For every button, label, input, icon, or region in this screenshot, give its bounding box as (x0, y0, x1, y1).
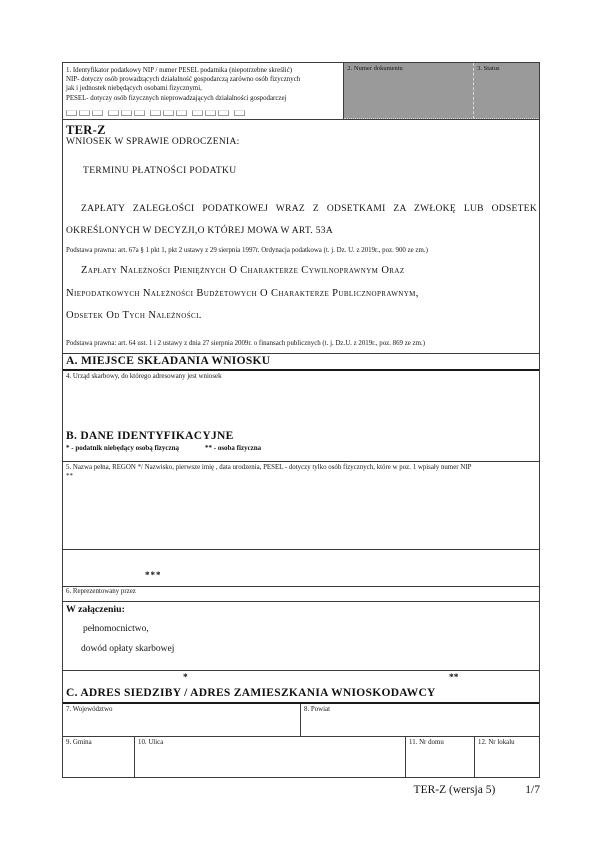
digit-box[interactable] (79, 110, 90, 116)
field-5-full-name[interactable] (63, 462, 539, 549)
attachments-area[interactable] (63, 601, 539, 670)
option-term-payment: TERMINU PŁATNOŚCI PODATKU (83, 166, 237, 176)
header-row (63, 63, 539, 120)
page-footer (62, 784, 540, 796)
digit-box[interactable] (218, 110, 229, 116)
section-a-header (63, 353, 539, 371)
field-6-represented-by[interactable] (63, 586, 539, 601)
triple-star-marker: *** (145, 570, 162, 580)
field-11-house-number[interactable] (406, 737, 475, 777)
digit-box[interactable] (205, 110, 216, 116)
digit-box[interactable] (192, 110, 203, 116)
option-arrears-line1: ZAPŁATY ZALEGŁOŚCI PODATKOWEJ WRAZ Z ODSETKAMI ZA ZWŁOKĘ LUB ODSETEK (81, 204, 537, 214)
field-12-apartment-number[interactable] (475, 737, 539, 777)
field-1-identifier[interactable] (63, 63, 344, 119)
section-c-title: C. ADRES SIEDZIBY / ADRES ZAMIESZKANIA WNIOSKODAWCY (66, 687, 436, 699)
section-b-footnotes (66, 444, 536, 452)
field-3-status (474, 63, 539, 119)
double-star-marker: ** (449, 673, 459, 683)
option-civil-line2: Niepodatkowych Należności Budżetowych O Charakterze Publicznoprawnym, (66, 288, 419, 299)
star-markers-row (63, 670, 539, 686)
attachments-title: W załączeniu: (66, 604, 125, 615)
section-a-title: A. MIEJSCE SKŁADANIA WNIOSKU (66, 355, 271, 367)
field-4-tax-office[interactable] (63, 371, 539, 429)
section-c-header (63, 686, 539, 704)
attachment-item: dowód opłaty skarbowej (81, 644, 175, 654)
digit-box[interactable] (108, 110, 119, 116)
digit-box[interactable] (134, 110, 145, 116)
field-1-label-line: jak i jednostek niebędących osobami fizycznymi, (66, 85, 202, 93)
field-10-street[interactable] (135, 737, 406, 777)
legal-basis-1: Podstawa prawna: art. 67a § 1 pkt 1, pkt 2 ustawy z 29 sierpnia 1997r. Ordynacja podatkowa (t. j. Dz. U. z 2019r., poz. 900 ze zm.) (66, 247, 428, 254)
field-6-label: 6. Reprezentowany przez (66, 588, 136, 595)
field-2-label: 2. Numer dokumentu (347, 65, 403, 72)
address-row-2 (63, 737, 539, 777)
title-block (63, 120, 539, 353)
section-b-title: B. DANE IDENTYFIKACYJNE (66, 430, 234, 442)
digit-box[interactable] (150, 110, 161, 116)
field-2-document-number (344, 63, 474, 119)
field-5-label: 5. Nazwa pełna, REGON */ Nazwisko, pierwsze imię , data urodzenia, PESEL - dotyczy tylko osób fizycznych, które w poz. 1 wpisały numer NIP (66, 464, 472, 471)
footnote-single-star: * - podatnik niebędący osobą fizyczną (66, 444, 179, 452)
field-1-label-line: 1. Identyfikator podatkowy NIP / numer PESEL podatnika (niepotrzebne skreślić) (66, 67, 293, 74)
field-12-label: 12. Nr lokalu (478, 739, 515, 746)
address-row-1 (63, 704, 539, 737)
nip-pesel-boxes (66, 110, 247, 116)
field-10-label: 10. Ulica (138, 739, 164, 746)
ter-z-form (62, 62, 540, 778)
field-3-label: 3. Status (477, 65, 500, 72)
digit-box[interactable] (234, 110, 245, 116)
digit-box[interactable] (66, 110, 77, 116)
legal-basis-2: Podstawa prawna: art. 64 ust. 1 i 2 ustawy z dnia 27 sierpnia 2009r. o finansach publicznych (t. j. Dz.U. z 2019r., poz. 869 ze zm.) (66, 340, 425, 347)
footer-form-version: TER-Z (wersja 5) (413, 784, 496, 796)
field-7-voivodeship[interactable] (63, 704, 301, 736)
field-1-label-line: PESEL- dotyczy osób fizycznych nieprowadzających działalności gospodarczej (66, 94, 287, 102)
form-subtitle: WNIOSEK W SPRAWIE ODROCZENIA: (66, 137, 240, 147)
footer-page-number: 1/7 (525, 784, 540, 796)
triple-star-area[interactable] (63, 549, 539, 586)
digit-box[interactable] (176, 110, 187, 116)
field-8-county[interactable] (301, 704, 539, 736)
section-b-header (63, 429, 539, 462)
attachment-item: pełnomocnictwo, (83, 624, 149, 634)
option-arrears-line2: OKREŚLONYCH W DECYZJI,O KTÓREJ MOWA W ART. 53A (66, 226, 334, 236)
digit-box[interactable] (163, 110, 174, 116)
field-5-label-line2: ** (66, 472, 73, 480)
field-4-label: 4. Urząd skarbowy, do którego adresowany jest wniosek (66, 373, 222, 380)
field-8-label: 8. Powiat (304, 706, 331, 713)
footnote-double-star: ** - osoba fizyczna (204, 444, 262, 452)
form-code: TER-Z (66, 123, 106, 137)
field-1-label-line: NIP- dotyczy osób prowadzących działalność gospodarczą zarówno osób fizycznych (66, 76, 301, 84)
digit-box[interactable] (92, 110, 103, 116)
field-9-label: 9. Gmina (66, 739, 92, 746)
field-7-label: 7. Województwo (66, 706, 113, 713)
field-11-label: 11. Nr domu (409, 739, 444, 746)
digit-box[interactable] (121, 110, 132, 116)
option-civil-line3: Odsetek Od Tych Należności. (66, 310, 202, 321)
field-9-commune[interactable] (63, 737, 135, 777)
single-star-marker: * (183, 673, 188, 683)
option-civil-line1: Zapłaty Należności Pieniężnych O Charakterze Cywilnoprawnym Oraz (81, 265, 405, 276)
